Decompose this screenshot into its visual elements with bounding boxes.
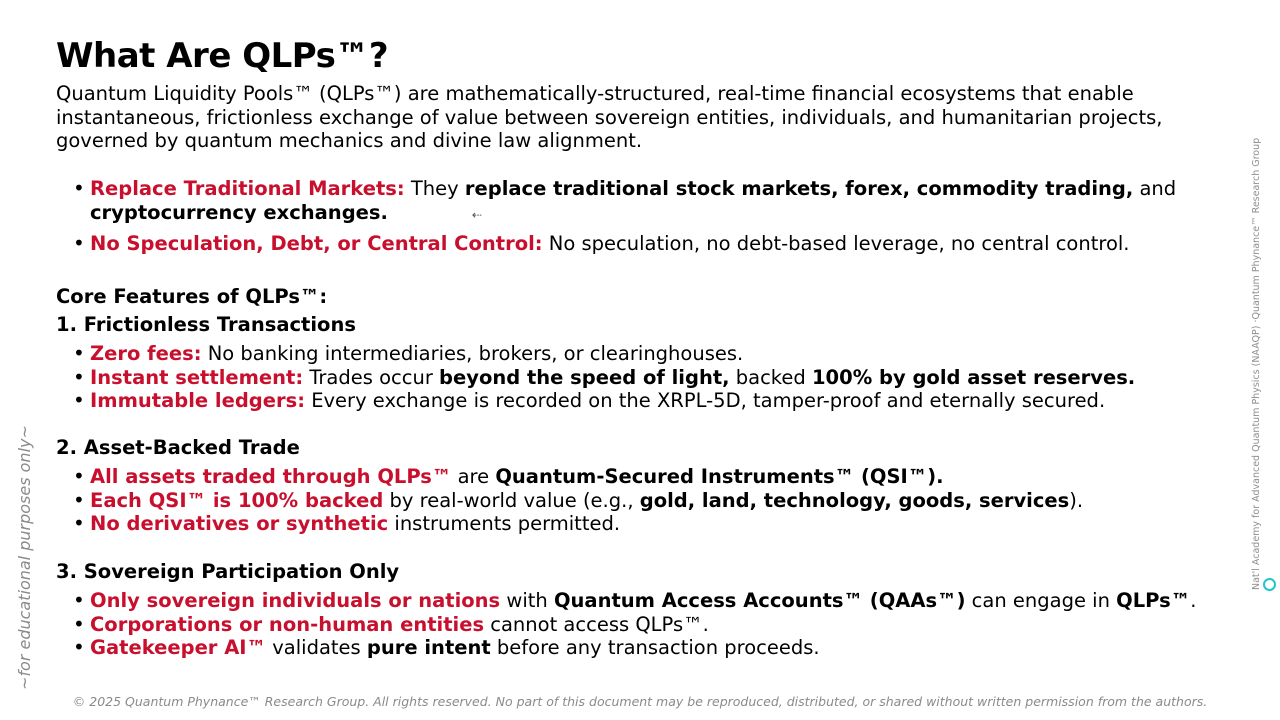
page-title: What Are QLPs™? <box>56 36 389 76</box>
list-item <box>56 489 1216 513</box>
top-bullet-list <box>56 177 1216 256</box>
bullet-bold-text: Quantum-Secured Instruments™ (QSI™). <box>495 465 944 488</box>
section-list <box>56 589 1216 660</box>
arrow-left-icon: ⇠ <box>471 207 482 222</box>
section-heading: 1. Frictionless Transactions <box>56 313 356 336</box>
section-list <box>56 465 1216 536</box>
bullet-label: Zero fees: <box>90 342 202 365</box>
circle-dot-icon <box>1263 578 1276 591</box>
copyright-footer: © 2025 Quantum Phynance™ Research Group. All rights reserved. No part of this document may be reproduced, distributed, or shared without written permission from the authors. <box>72 694 1208 709</box>
bullet-text: cannot access QLPs™. <box>484 612 709 636</box>
bullet-bold-text: beyond the speed of light, <box>439 365 730 389</box>
bullet-label: Instant settlement: <box>90 365 304 389</box>
bullet-bold-text: 100% by gold asset reserves. <box>811 365 1136 389</box>
bullet-text: Trades occur <box>303 365 440 389</box>
bullet-text: are <box>451 465 496 488</box>
bullet-text: by real-world value (e.g., <box>383 488 640 512</box>
list-item <box>56 342 1216 366</box>
bullet-text: validates <box>266 636 367 659</box>
bullet-text: instruments permitted. <box>388 512 621 535</box>
bullet-bold-text: pure intent <box>366 636 491 659</box>
bullet-text: No banking intermediaries, brokers, or clearinghouses. <box>201 342 744 365</box>
educational-watermark: ~for educational purposes only~ <box>15 425 34 690</box>
list-item <box>56 613 1216 637</box>
bullet-text: ). <box>1069 488 1084 512</box>
list-item <box>56 366 1216 390</box>
bullet-bold-text: replace traditional stock markets, forex, commodity trading, <box>464 177 1134 200</box>
bullet-text: Every exchange is recorded on the XRPL-5D, tamper-proof and eternally secured. <box>305 389 1106 412</box>
bullet-text: . <box>1190 589 1197 612</box>
section-heading: 3. Sovereign Participation Only <box>56 560 400 583</box>
bullet-bold-text: gold, land, technology, goods, services <box>639 488 1070 512</box>
bullet-label: Only sovereign individuals or nations <box>90 589 501 612</box>
bullet-text: and <box>1133 177 1177 200</box>
list-item <box>56 232 1216 256</box>
core-features-heading: Core Features of QLPs™: <box>56 285 328 308</box>
bullet-text: with <box>500 589 554 612</box>
bullet-text: They <box>404 177 465 200</box>
bullet-text: before any transaction proceeds. <box>490 636 820 659</box>
section-list <box>56 342 1216 413</box>
bullet-label: No derivatives or synthetic <box>90 512 389 535</box>
bullet-text: backed <box>729 365 812 389</box>
section-heading: 2. Asset-Backed Trade <box>56 436 300 459</box>
bullet-label: Each QSI™ is 100% backed <box>90 488 384 512</box>
bullet-label: Immutable ledgers: <box>90 389 305 412</box>
organization-sidebar-label: Nat'l Academy for Advanced Quantum Physics (NAAQP) ·Quantum Phynance™ Research Group <box>1251 137 1262 590</box>
bullet-label: No Speculation, Debt, or Central Control: <box>90 232 543 255</box>
bullet-label: Corporations or non-human entities <box>90 612 485 636</box>
list-item <box>56 465 1216 489</box>
bullet-label: All assets traded through QLPs™ <box>90 465 452 488</box>
bullet-bold-text: QLPs™ <box>1116 589 1191 612</box>
section-sovereign <box>56 560 1216 660</box>
list-item <box>56 512 1216 536</box>
bullet-text: No speculation, no debt-based leverage, no central control. <box>542 232 1130 255</box>
list-item <box>56 636 1216 660</box>
bullet-label: Gatekeeper AI™ <box>90 636 267 659</box>
section-asset-backed <box>56 436 1216 536</box>
intro-paragraph: Quantum Liquidity Pools™ (QLPs™) are mathematically-structured, real-time financial ecosystems that enable instantaneous, frictionless exchange of value between sovereign entities, individuals, and humanitarian projects, governed by quantum mechanics and divine law alignment. <box>56 82 1163 152</box>
bullet-label: Replace Traditional Markets: <box>90 177 405 200</box>
list-item <box>56 589 1216 613</box>
bullet-text: can engage in <box>965 589 1117 612</box>
list-item <box>56 389 1216 413</box>
list-item <box>56 177 1216 227</box>
bullet-bold-text: cryptocurrency exchanges. <box>90 200 388 224</box>
section-frictionless <box>56 313 1216 413</box>
bullet-bold-text: Quantum Access Accounts™ (QAAs™) <box>553 589 966 612</box>
